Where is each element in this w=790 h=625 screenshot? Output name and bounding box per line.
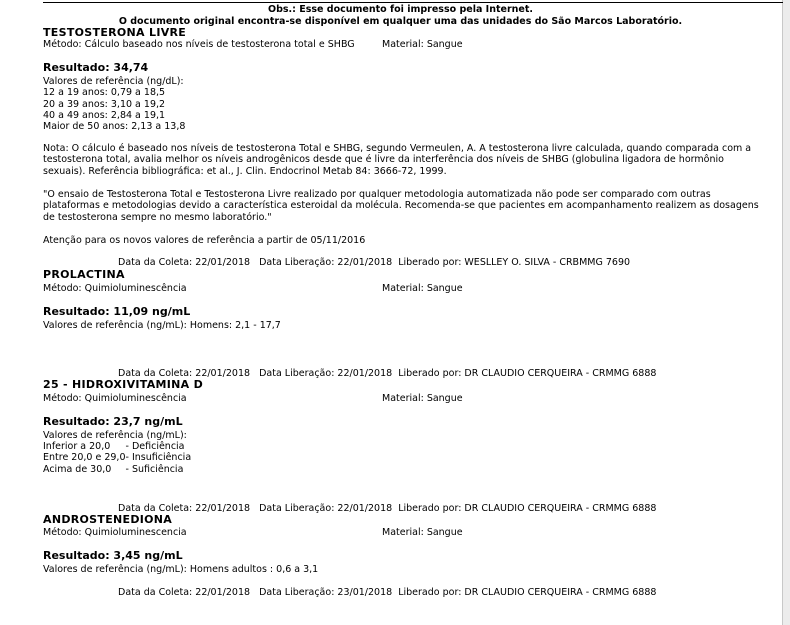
release-date: Data Liberação: 22/01/2018 (259, 257, 393, 268)
material-prolactina: Material: Sangue (382, 283, 463, 294)
ref-androstenediona: Valores de referência (ng/mL): Homens adultos : 0,6 a 3,1 (43, 564, 319, 575)
released-by: Liberado por: DR CLAUDIO CERQUEIRA - CRMMG 6888 (398, 368, 657, 379)
ref-table-vitamina-d (43, 441, 191, 475)
collection-date: Data da Coleta: 22/01/2018 (118, 503, 251, 514)
result-prolactina: Resultado: 11,09 ng/mL (43, 305, 191, 318)
page-edge (782, 0, 790, 625)
material-vitamina-d: Material: Sangue (382, 393, 463, 404)
ref-title: Valores de referência (ng/dL): (43, 76, 184, 87)
exam-title-vitamina-d: 25 - HIDROXIVITAMINA D (43, 378, 204, 391)
release-line-androstenediona (118, 587, 656, 598)
header-rule (43, 2, 783, 3)
ref-label: - Insuficiência (125, 452, 192, 464)
method-vitamina-d: Método: Quimioluminescência (43, 393, 187, 404)
result-testosterona: Resultado: 34,74 (43, 61, 149, 74)
notice-line-1: Obs.: Esse documento foi impresso pela Internet. (268, 4, 533, 15)
release-date: Data Liberação: 23/01/2018 (259, 587, 393, 598)
method-prolactina: Método: Quimioluminescência (43, 283, 187, 294)
exam-title-testosterona: TESTOSTERONA LIVRE (43, 26, 187, 39)
ref-range: Entre 20,0 e 29,0 (43, 452, 126, 464)
quote-testosterona: "O ensaio de Testosterona Total e Testosterona Livre realizado por qualquer metodologia automatizada não pode ser comparado com outras plataformas e metodologias devido a característica esteroidal da molécula. Recomenda-se que pacientes em acompanhamento realizem as dosagens de testosterona sempre no mesmo laboratório." (43, 189, 759, 223)
ref-prolactina: Valores de referência (ng/mL): Homens: 2,1 - 17,7 (43, 320, 281, 331)
material-testosterona: Material: Sangue (382, 39, 463, 50)
method-testosterona: Método: Cálculo baseado nos níveis de testosterona total e SHBG (43, 39, 355, 50)
ref-line: 12 a 19 anos: 0,79 a 18,5 (43, 87, 166, 99)
release-line-vitamina-d (118, 503, 656, 514)
result-vitamina-d: Resultado: 23,7 ng/mL (43, 415, 183, 428)
ref-label: - Deficiência (125, 441, 185, 452)
collection-date: Data da Coleta: 22/01/2018 (118, 587, 251, 598)
ref-line: 20 a 39 anos: 3,10 a 19,2 (43, 98, 166, 110)
ref-row (43, 452, 191, 463)
internet-notice (43, 4, 758, 27)
release-date: Data Liberação: 22/01/2018 (259, 368, 393, 379)
exam-title-prolactina: PROLACTINA (43, 268, 125, 281)
ref-label: - Suficiência (125, 463, 184, 475)
attention-note: Atenção para os novos valores de referência a partir de 05/11/2016 (43, 235, 366, 246)
released-by: Liberado por: WESLLEY O. SILVA - CRBMMG 7690 (398, 257, 631, 268)
note-testosterona: Nota: O cálculo é baseado nos níveis de testosterona Total e SHBG, segundo Vermeulen, A. A testosterona livre calculada, quando comparada com a testosterona total, avalia melhor os níveis androgênicos desde que é livre da interferência dos níveis de SHBG (globulina ligadora de hormônio sexuais). Referência bibliográfica: et al., J. Clin. Endocrinol Metab 84: 3666-72, 1999. (43, 143, 752, 177)
exam-title-androstenediona: ANDROSTENEDIONA (43, 513, 173, 526)
release-line-testosterona (118, 257, 630, 268)
collection-date: Data da Coleta: 22/01/2018 (118, 257, 251, 268)
ref-row (43, 464, 191, 475)
ref-row (43, 441, 191, 452)
ref-line: Maior de 50 anos: 2,13 a 13,8 (43, 121, 186, 133)
ref-range: Acima de 30,0 (43, 463, 112, 475)
method-androstenediona: Método: Quimioluminescencia (43, 527, 187, 538)
ref-title-vitamina-d: Valores de referência (ng/mL): (43, 430, 187, 441)
release-date: Data Liberação: 22/01/2018 (259, 503, 393, 514)
collection-date: Data da Coleta: 22/01/2018 (118, 368, 251, 379)
ref-line: 40 a 49 anos: 2,84 a 19,1 (43, 109, 166, 121)
material-androstenediona: Material: Sangue (382, 527, 463, 538)
ref-range: Inferior a 20,0 (43, 441, 111, 452)
released-by: Liberado por: DR CLAUDIO CERQUEIRA - CRMMG 6888 (398, 503, 657, 514)
released-by: Liberado por: DR CLAUDIO CERQUEIRA - CRMMG 6888 (398, 587, 657, 598)
ref-block-testosterona (43, 76, 185, 132)
result-androstenediona: Resultado: 3,45 ng/mL (43, 549, 183, 562)
notice-line-2: O documento original encontra-se disponível em qualquer uma das unidades do São Marcos Laboratório. (118, 15, 683, 27)
